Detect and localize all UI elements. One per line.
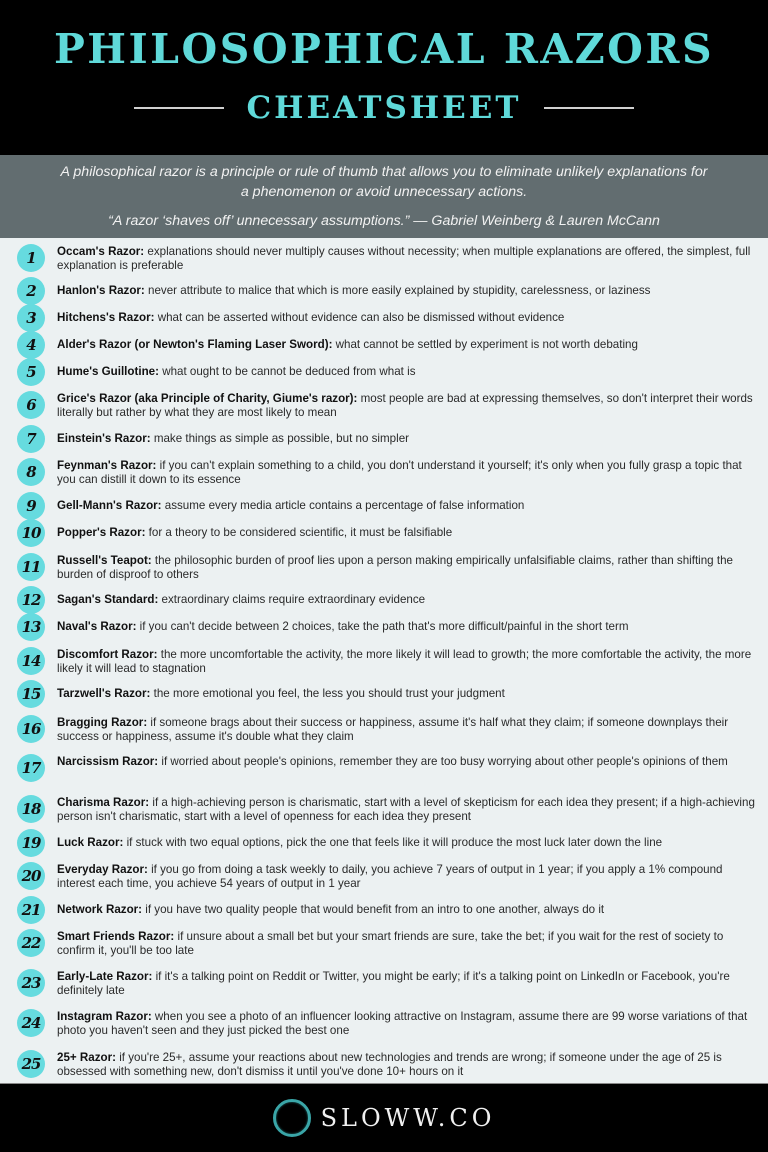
razor-name: Grice's Razor (aka Principle of Charity, Giume's razor): bbox=[57, 392, 358, 405]
razor-description: if worried about people's opinions, remember they are too busy worrying about other people's opinions of them bbox=[158, 755, 728, 768]
razor-text bbox=[57, 648, 757, 675]
razor-name: 25+ Razor: bbox=[57, 1051, 116, 1064]
number-badge: 12 bbox=[17, 586, 45, 614]
razor-description: if you're 25+, assume your reactions about new technologies and trends are wrong; if someone under the age of 25 is obsessed with something new, don't dismiss it until you've done 10+ hours on it bbox=[57, 1051, 722, 1078]
razor-text bbox=[57, 365, 757, 379]
number-badge: 1 bbox=[17, 244, 45, 272]
razor-text bbox=[57, 338, 757, 352]
subtitle-row bbox=[0, 86, 768, 130]
number-badge: 20 bbox=[17, 862, 45, 890]
razor-text bbox=[57, 554, 757, 581]
footer bbox=[0, 1084, 768, 1152]
razor-name: Feynman's Razor: bbox=[57, 459, 157, 472]
razor-name: Sagan's Standard: bbox=[57, 593, 159, 606]
razor-name: Naval's Razor: bbox=[57, 620, 137, 633]
number-badge: 18 bbox=[17, 795, 45, 823]
razor-description: what can be asserted without evidence can also be dismissed without evidence bbox=[154, 311, 565, 324]
header bbox=[0, 0, 768, 155]
page-title: PHILOSOPHICAL RAZORS bbox=[53, 25, 715, 73]
razor-description: the more emotional you feel, the less you should trust your judgment bbox=[150, 687, 505, 700]
number-badge: 17 bbox=[17, 754, 45, 782]
razor-text bbox=[57, 755, 757, 769]
razor-name: Everyday Razor: bbox=[57, 863, 148, 876]
razor-text bbox=[57, 1010, 757, 1037]
number-badge: 11 bbox=[17, 553, 45, 581]
razor-name: Hume's Guillotine: bbox=[57, 365, 159, 378]
razor-description: if you go from doing a task weekly to daily, you achieve 7 years of output in 1 year; if you apply a 1% compound interest each time, you achieve 54 years of output in 1 year bbox=[57, 863, 723, 890]
razor-text bbox=[57, 392, 757, 419]
number-badge: 16 bbox=[17, 715, 45, 743]
number-badge: 14 bbox=[17, 647, 45, 675]
razor-description: the more uncomfortable the activity, the more likely it will lead to growth; the more comfortable the activity, the more likely it will lead to stagnation bbox=[57, 648, 752, 675]
razor-text bbox=[57, 499, 757, 513]
razor-name: Einstein's Razor: bbox=[57, 432, 151, 445]
number-badge: 6 bbox=[17, 391, 45, 419]
number-badge: 4 bbox=[17, 331, 45, 359]
razor-description: when you see a photo of an influencer looking attractive on Instagram, assume there are 99 worse variations of that photo you haven't seen and they just picked the best one bbox=[57, 1010, 748, 1037]
razor-description: what ought to be cannot be deduced from what is bbox=[158, 365, 416, 378]
razor-description: the philosophic burden of proof lies upon a person making empirically unfalsifiable claims, rather than shifting the burden of disproof to others bbox=[57, 554, 733, 581]
razor-text bbox=[57, 526, 757, 540]
razor-description: if unsure about a small bet but your smart friends are sure, take the bet; if you wait for the rest of society to confirm it, you'll be too late bbox=[57, 930, 724, 957]
number-badge: 2 bbox=[17, 277, 45, 305]
decorative-rule-left bbox=[134, 107, 224, 109]
razor-text bbox=[57, 284, 757, 298]
razor-description: what cannot be settled by experiment is not worth debating bbox=[332, 338, 638, 351]
number-badge: 23 bbox=[17, 969, 45, 997]
number-badge: 25 bbox=[17, 1050, 45, 1078]
razor-name: Early-Late Razor: bbox=[57, 970, 153, 983]
razor-description: assume every media article contains a percentage of false information bbox=[161, 499, 525, 512]
razor-text bbox=[57, 245, 757, 272]
number-badge: 15 bbox=[17, 680, 45, 708]
razor-description: most people are bad at expressing themselves, so don't interpret their words literally but rather by what they are most likely to mean bbox=[57, 392, 753, 419]
razor-text bbox=[57, 593, 757, 607]
ring-logo-icon bbox=[273, 1099, 311, 1137]
razor-description: if you can't decide between 2 choices, take the path that's more difficult/painful in the short term bbox=[136, 620, 629, 633]
page-subtitle: CHEATSHEET bbox=[246, 90, 522, 126]
razor-name: Bragging Razor: bbox=[57, 716, 148, 729]
razor-list bbox=[0, 238, 768, 1084]
number-badge: 3 bbox=[17, 304, 45, 332]
number-badge: 7 bbox=[17, 425, 45, 453]
number-badge: 24 bbox=[17, 1009, 45, 1037]
number-badge: 5 bbox=[17, 358, 45, 386]
decorative-rule-right bbox=[544, 107, 634, 109]
razor-name: Hanlon's Razor: bbox=[57, 284, 145, 297]
number-badge: 13 bbox=[17, 613, 45, 641]
razor-description: make things as simple as possible, but no simpler bbox=[150, 432, 409, 445]
number-badge: 8 bbox=[17, 458, 45, 486]
razor-name: Instagram Razor: bbox=[57, 1010, 152, 1023]
razor-text bbox=[57, 311, 757, 325]
razor-description: if it's a talking point on Reddit or Twitter, you might be early; if it's a talking point on LinkedIn or Facebook, you're definitely late bbox=[57, 970, 730, 997]
razor-text bbox=[57, 1051, 757, 1078]
razor-description: if a high-achieving person is charismatic, start with a level of skepticism for each idea they present; if a high-achieving person isn't charismatic, start with a level of openness for each idea they present bbox=[57, 796, 755, 823]
razor-name: Smart Friends Razor: bbox=[57, 930, 175, 943]
intro-definition: A philosophical razor is a principle or rule of thumb that allows you to eliminate unlikely explanations for a phenomenon or avoid unnecessary actions. bbox=[60, 164, 708, 200]
razor-name: Tarzwell's Razor: bbox=[57, 687, 151, 700]
razor-name: Alder's Razor (or Newton's Flaming Laser Sword): bbox=[57, 338, 333, 351]
razor-description: never attribute to malice that which is more easily explained by stupidity, carelessness, or laziness bbox=[144, 284, 651, 297]
razor-text bbox=[57, 620, 757, 634]
number-badge: 22 bbox=[17, 929, 45, 957]
razor-text bbox=[57, 687, 757, 701]
razor-name: Russell's Teapot: bbox=[57, 554, 152, 567]
intro-banner bbox=[0, 155, 768, 238]
razor-name: Hitchens's Razor: bbox=[57, 311, 155, 324]
razor-text bbox=[57, 432, 757, 446]
razor-text bbox=[57, 836, 757, 850]
razor-text bbox=[57, 863, 757, 890]
razor-description: explanations should never multiply causes without necessity; when multiple explanations are offered, the simplest, full explanation is preferable bbox=[57, 245, 751, 272]
razor-name: Charisma Razor: bbox=[57, 796, 150, 809]
razor-name: Popper's Razor: bbox=[57, 526, 146, 539]
razor-name: Network Razor: bbox=[57, 903, 143, 916]
razor-description: if you can't explain something to a child, you don't understand it yourself; it's only when you fully grasp a topic that you can distill it down to its essence bbox=[57, 459, 742, 486]
razor-name: Luck Razor: bbox=[57, 836, 124, 849]
razor-text bbox=[57, 903, 757, 917]
razor-text bbox=[57, 930, 757, 957]
razor-name: Narcissism Razor: bbox=[57, 755, 159, 768]
razor-text bbox=[57, 459, 757, 486]
number-badge: 10 bbox=[17, 519, 45, 547]
number-badge: 19 bbox=[17, 829, 45, 857]
number-badge: 21 bbox=[17, 896, 45, 924]
razor-description: if stuck with two equal options, pick the one that feels like it will produce the most luck later down the line bbox=[123, 836, 663, 849]
razor-description: for a theory to be considered scientific, it must be falsifiable bbox=[145, 526, 453, 539]
number-badge: 9 bbox=[17, 492, 45, 520]
razor-description: if someone brags about their success or happiness, assume it's half what they claim; if someone downplays their success or happiness, assume it's double what they claim bbox=[57, 716, 729, 743]
intro-quote: “A razor ‘shaves off’ unnecessary assumptions.” — Gabriel Weinberg & Lauren McCann bbox=[108, 213, 660, 229]
razor-text bbox=[57, 716, 757, 743]
razor-text bbox=[57, 796, 757, 823]
razor-description: extraordinary claims require extraordinary evidence bbox=[158, 593, 426, 606]
razor-text bbox=[57, 970, 757, 997]
brand-name[interactable]: SLOWW.CO bbox=[320, 1104, 496, 1132]
razor-name: Gell-Mann's Razor: bbox=[57, 499, 162, 512]
razor-name: Discomfort Razor: bbox=[57, 648, 158, 661]
razor-description: if you have two quality people that would benefit from an intro to one another, always do it bbox=[142, 903, 605, 916]
razor-name: Occam's Razor: bbox=[57, 245, 145, 258]
